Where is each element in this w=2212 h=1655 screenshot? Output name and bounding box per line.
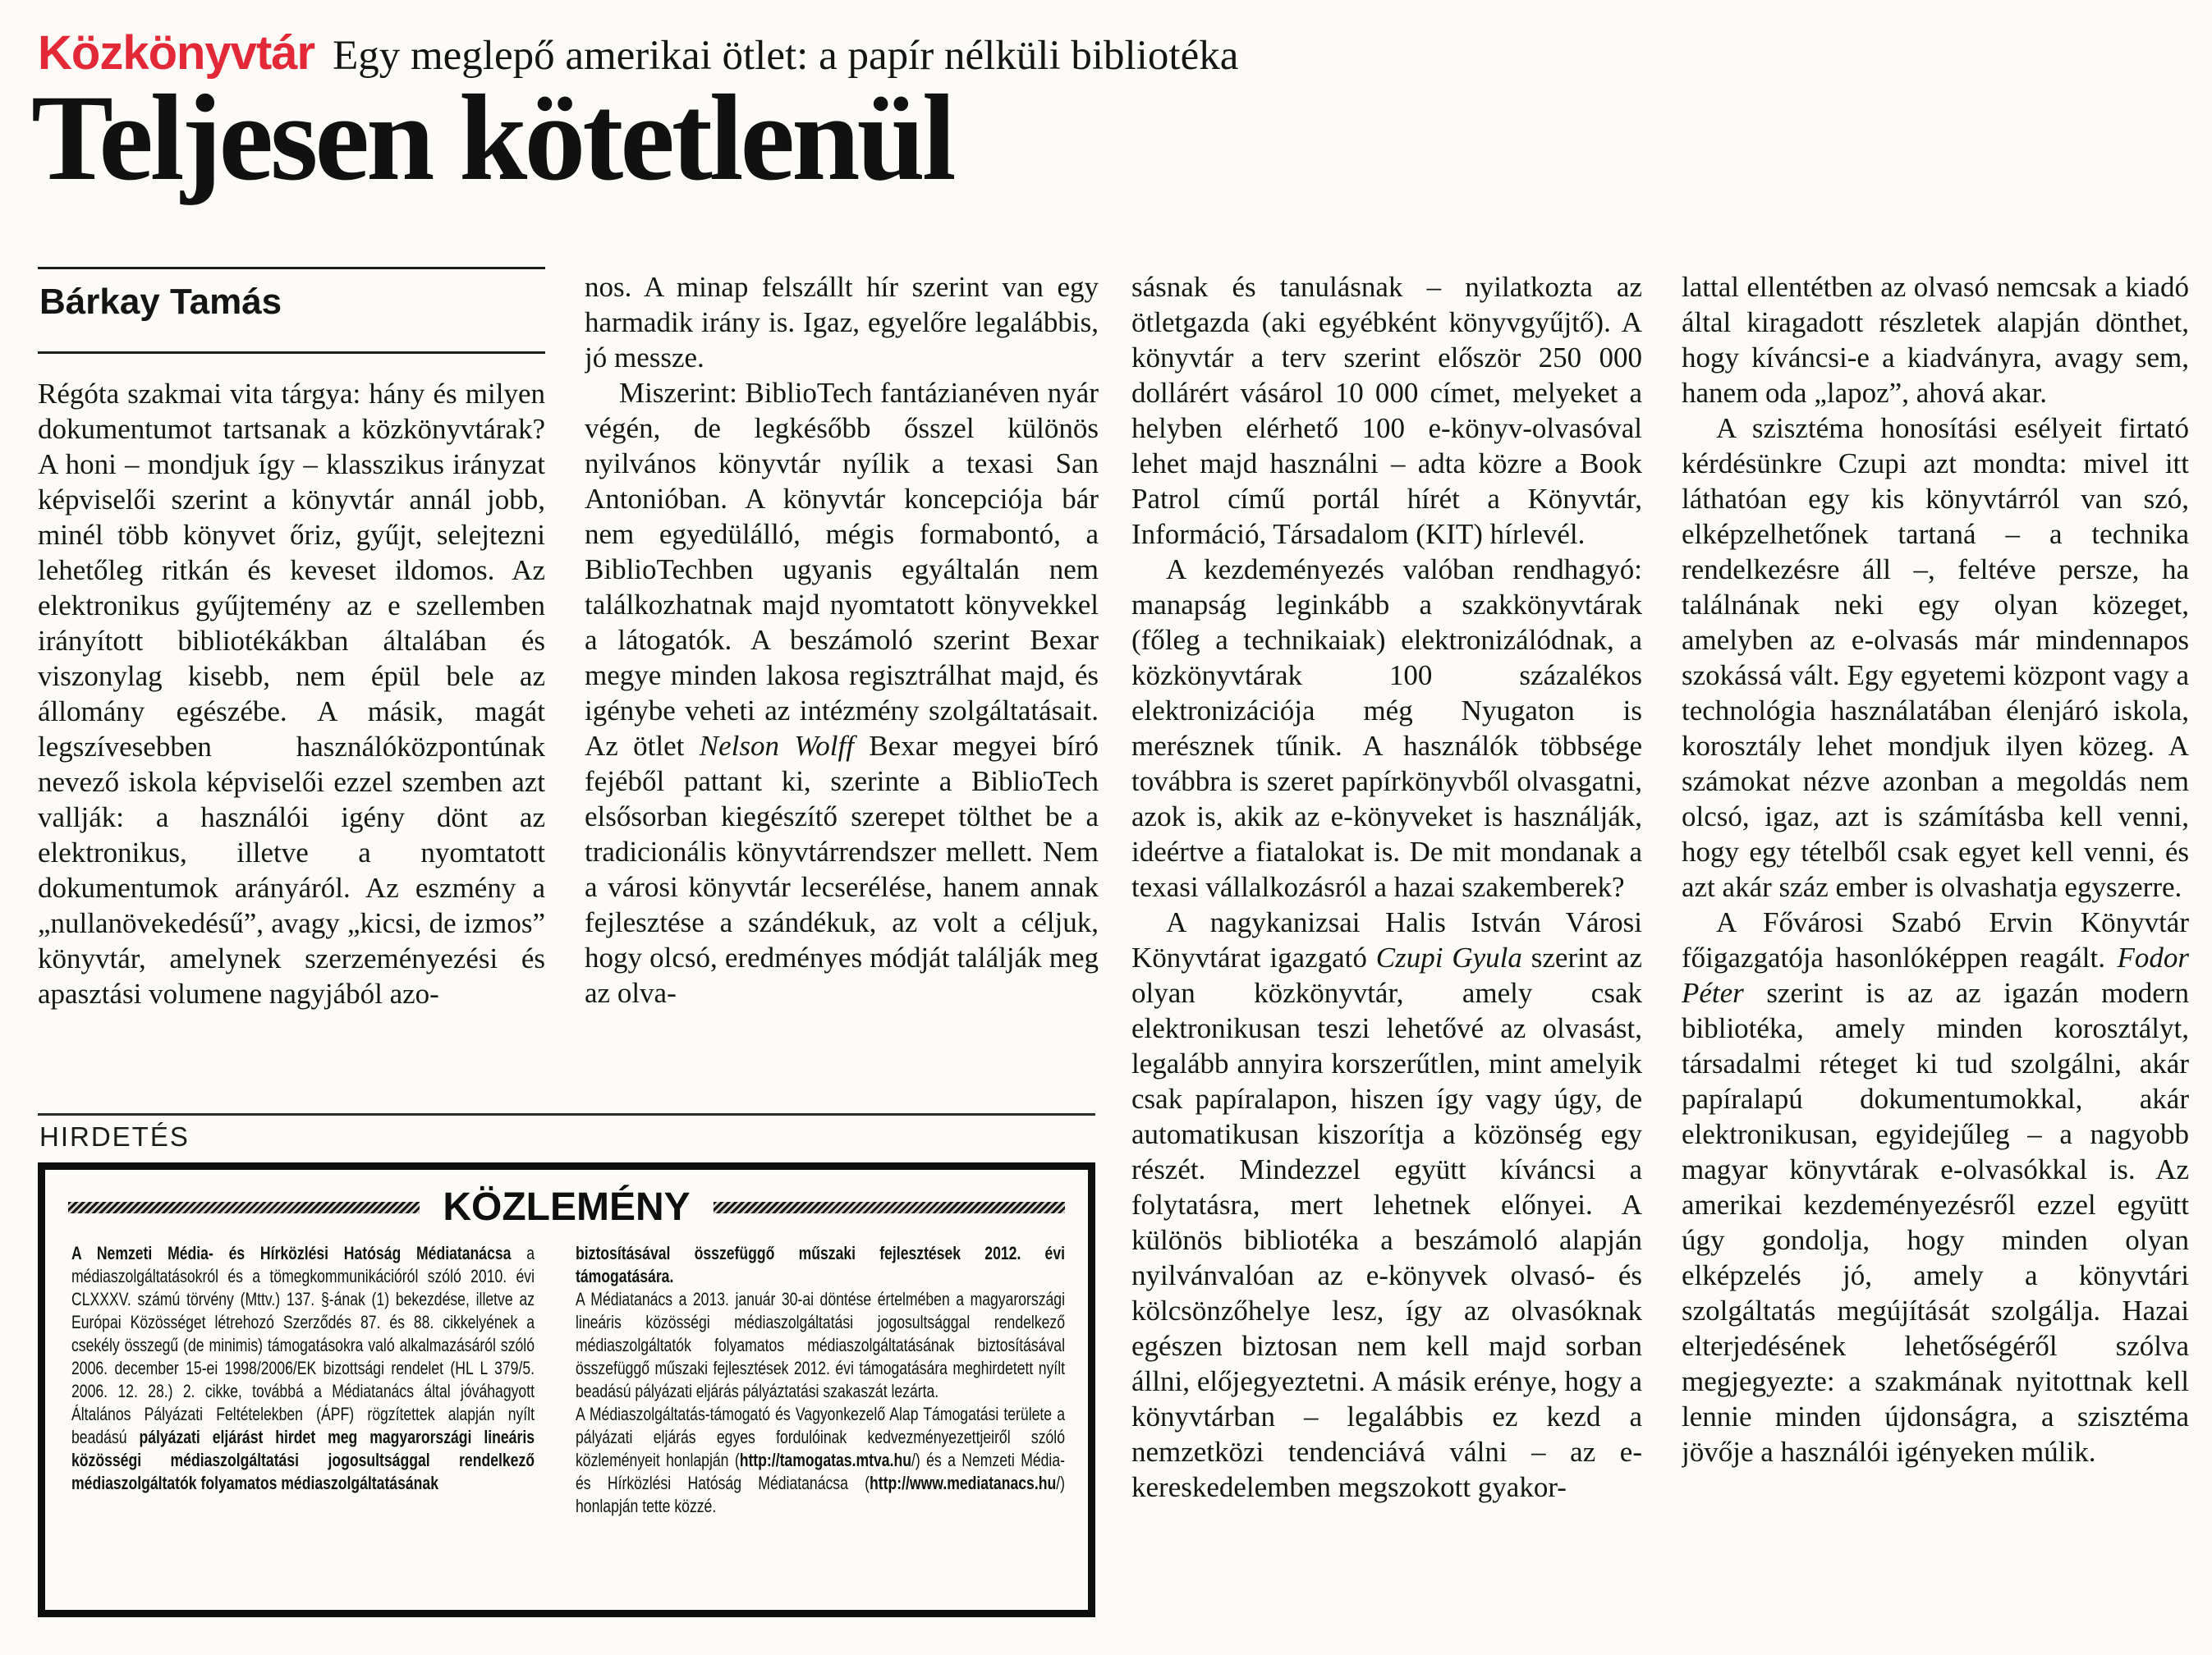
paragraph xyxy=(71,1242,535,1495)
ad-title-bar-left xyxy=(68,1202,420,1213)
paragraph xyxy=(576,1242,1065,1288)
byline: Bárkay Tamás xyxy=(39,282,282,322)
text-run: /) és a Nemzeti Média- és Hírközlési Hatóság Médiatanácsa ( xyxy=(576,1450,1065,1493)
text-run: A szisztéma honosítási esélyeit firtató kérdésünkre Czupi azt mondta: mivel itt láthatóan egy kis könyvtárról van szó, elképzelhetőnek tartaná – a technika rendelkezésre áll –, feltéve persze, ha találnának neki egy olyan közeget, amelyben az e-olvasás már mindennapos szokássá vált. Egy egyetemi központ vagy a technológia használatában élenjáró iskola, korosztály lehet mondjuk ilyen közeg. A számokat nézve azonban a megoldás nem olcsó, igaz, azt is számításba kell venni, hogy egy tételből csak egyet kell venni, és azt akár száz ember is olvashatja egyszerre. xyxy=(1682,412,2189,903)
text-run: lattal ellentétben az olvasó nemcsak a kiadó által kiragadott részletek alapján dönthet, hogy kíváncsi-e a kiadványra, avagy sem, hanem oda „lapoz”, ahová akar. xyxy=(1682,271,2189,409)
byline-rule-bottom xyxy=(38,351,545,354)
text-run: Miszerint: BiblioTech fantázianéven nyár végén, de legkésőbb ősszel különös nyilvános könyvtár nyílik a texasi San Antonióban. A könyvtár koncepciója bár nem egyedülálló, mégis formabontó, a BiblioTechben ugyanis egyáltalán nem találkozhatnak majd nyomtatott könyvekkel a látogatók. A beszámoló szerint Bexar megye minden lakosa regisztrálhat majd, és igénybe veheti az intézmény szolgáltatásait. Az ötlet xyxy=(585,377,1099,762)
text-run: szerint is az az igazán modern bibliotéka, amely minden korosztályt, társadalmi réteget ki tud szolgálni, akár papíralapú dokumentumokkal, akár elektronikusan, egyidejűleg – a nagyobb magyar könyvtárak e-olvasókkal is. Az amerikai kezdeményezésről ezzel együtt úgy gondolja, hogy minden olyan elképzelés jó, amely a könyvtári szolgáltatás megújítását szolgálja. Hazai elterjedésének lehetőségéről szólva megjegyezte: a szakmának nyitottnak kell lennie minden újdonságra, a szisztéma jövője a használói igényeken múlik. xyxy=(1682,977,2189,1468)
byline-block xyxy=(38,267,545,354)
text-run: sásnak és tanulásnak – nyilatkozta az ötletgazda (aki egyébként könyvgyűjtő). A könyvtár a terv szerint először 250 000 dollárért vásárol 10 000 címet, melyeket a helyben elérhető 100 e-könyv-olvasóval lehet majd használni – adta közre a Book Patrol című portál hírét a Könyvtár, Információ, Társadalom (KIT) hírlevél. xyxy=(1131,271,1642,550)
paragraph xyxy=(576,1403,1065,1518)
text-run: A kezdeményezés valóban rendhagyó: manapság leginkább a szakkönyvtárak (főleg a technikaiak) elektronizálódnak, a közkönyvtárak 100 százalékos elektronizációja még Nyugaton is merésznek tűnik. A használók többsége továbbra is szeret papírkönyvből olvasgatni, azok is, akik az e-könyveket is használják, ideértve a fiatalokat is. De mit mondanak a texasi vállalkozásról a hazai szakemberek? xyxy=(1131,553,1642,903)
text-run: Bexar megyei bíró fejéből pattant ki, szerinte a BiblioTech elsősorban kiegészítő szerepet tölthet be a tradicionális könyvtárrendszer mellett. Nem a városi könyvtár lecserélése, hanem annak fejlesztése a szándékuk, az volt a céljuk, hogy olcsó, eredményes módját találják meg az olva- xyxy=(585,730,1099,1009)
advertisement-section-label: HIRDETÉS xyxy=(39,1121,190,1152)
text-run: http://tamogatas.mtva.hu xyxy=(739,1450,911,1470)
text-run: biztosításával összefüggő műszaki fejlesztések 2012. évi támogatására. xyxy=(576,1243,1065,1286)
person-name-italic: Czupi Gyula xyxy=(1375,942,1522,974)
text-run: pályázati eljárást hirdet meg magyarországi lineáris közösségi médiaszolgáltatási jogosultsággal rendelkező médiaszolgáltatók folyamatos médiaszolgáltatásának xyxy=(71,1427,535,1493)
person-name-italic: Fodor Péter xyxy=(1682,942,2189,1009)
advertisement-section-rule xyxy=(38,1113,1095,1116)
headline: Teljesen kötetlenül xyxy=(31,70,953,206)
paragraph xyxy=(1131,269,1642,552)
section-kicker: Közkönyvtár xyxy=(38,26,315,80)
article-column-2 xyxy=(585,269,1099,1107)
ad-column-right xyxy=(576,1242,1065,1603)
paragraph xyxy=(576,1288,1065,1403)
text-run: http://www.mediatanacs.hu xyxy=(870,1473,1057,1493)
ad-column-left xyxy=(71,1242,535,1603)
paragraph xyxy=(1131,905,1642,1505)
paragraph xyxy=(1682,905,2189,1469)
paragraph xyxy=(1682,269,2189,410)
advertisement-box xyxy=(38,1162,1095,1617)
text-run: nos. A minap felszállt hír szerint van egy harmadik irány is. Igaz, egyelőre legalábbis, jó messze. xyxy=(585,271,1099,374)
text-run: A Médiatanács a 2013. január 30-ai döntése értelmében a magyarországi lineáris közösségi médiaszolgáltatási jogosultsággal rendelkező médiaszolgáltatók folyamatos médiaszolgáltatásának biztosításával összefüggő műszaki fejlesztések 2012. évi támogatására meghirdetett nyílt beadású pályázati eljárás pályáztatási szakaszát lezárta. xyxy=(576,1289,1065,1401)
text-run: A Fővárosi Szabó Ervin Könyvtár főigazgatója hasonlóképpen reagált. xyxy=(1682,906,2189,974)
paragraph xyxy=(1682,410,2189,905)
text-run: A Nemzeti Média- és Hírközlési Hatóság Médiatanácsa xyxy=(71,1243,512,1263)
paragraph xyxy=(1131,552,1642,905)
text-run: A nagykanizsai Halis István Városi Könyvtárat igazgató xyxy=(1131,906,1642,974)
paragraph xyxy=(585,375,1099,1011)
person-name-italic: Nelson Wolff xyxy=(699,730,854,762)
paragraph xyxy=(585,269,1099,375)
kicker-subtitle: Egy meglepő amerikai ötlet: a papír nélküli bibliotéka xyxy=(333,33,1239,79)
ad-title-row xyxy=(68,1185,1065,1229)
paragraph xyxy=(38,376,545,1011)
article-column-1 xyxy=(38,376,545,1108)
ad-title: KÖZLEMÉNY xyxy=(443,1185,691,1229)
text-run: /) honlapján tette közzé. xyxy=(576,1473,1065,1516)
article-column-4 xyxy=(1682,269,2189,1648)
text-run: szerint az olyan közkönyvtár, amely csak elektronikusan teszi lehetővé az olvasást, legalább annyira korszerűtlen, mint amelyik csak papíralapon, hiszen így vagy úgy, de automatikusan kiszorítja a közönség egy részét. Mindezzel együtt kíváncsi a folytatásra, mert lehetnek előnyei. A különös bibliotéka a beszámoló alapján nyilvánvalóan az e-könyvek olvasó- és kölcsönzőhelye lesz, így az olvasóknak egészen biztosan nem kell majd sorban állni, előjegyeztetni. A másik erénye, hogy a könyvtárban – legalábbis ez kezd a nemzetközi tendenciává válni – az e-kereskedelemben megszokott gyakor- xyxy=(1131,942,1642,1503)
text-run: a médiaszolgáltatásokról és a tömegkommunikációról szóló 2010. évi CLXXXV. számú törvény (Mttv.) 137. §-ának (1) bekezdése, illetve az Európai Közösséget létrehozó Szerződés 87. és 88. cikkelyének a csekély összegű (de minimis) támogatásokra való alkalmazásáról szóló 2006. december 15-ei 1998/2006/EK bizottsági rendelet (HL L 379/5. 2006. 12. 28.) 2. cikke, továbbá a Médiatanács által jóváhagyott Általános Pályázati Feltételekben (ÁPF) rögzítettek alapján nyílt beadású xyxy=(71,1243,535,1447)
text-run: A Médiaszolgáltatás-támogató és Vagyonkezelő Alap Támogatási területe a pályázati eljárás egyes fordulóinak kedvezményezettjeiről szóló közleményeit honlapján ( xyxy=(576,1404,1065,1470)
text-run: Régóta szakmai vita tárgya: hány és milyen dokumentumot tartsanak a közkönyvtárak? A honi – mondjuk így – klasszikus irányzat képviselői szerint a könyvtár annál jobb, minél több könyvet őriz, gyűjt, selejtezni lehetőleg ritkán és keveset ildomos. Az elektronikus gyűjtemény az e szellemben irányított bibliotékákban általában és viszonylag kisebb, nem épül bele az állomány egészébe. A másik, magát legszívesebben használóközpontúnak nevező iskola képviselői ezzel szemben azt vallják: a használói igény dönt az elektronikus, illetve a nyomtatott dokumentumok arányáról. Az eszmény a „nullanövekedésű”, avagy „kicsi, de izmos” könyvtár, amelynek szerzeményezési és apasztási volumene nagyjából azo- xyxy=(38,378,545,1010)
article-column-3 xyxy=(1131,269,1642,1648)
ad-title-bar-right xyxy=(714,1202,1065,1213)
